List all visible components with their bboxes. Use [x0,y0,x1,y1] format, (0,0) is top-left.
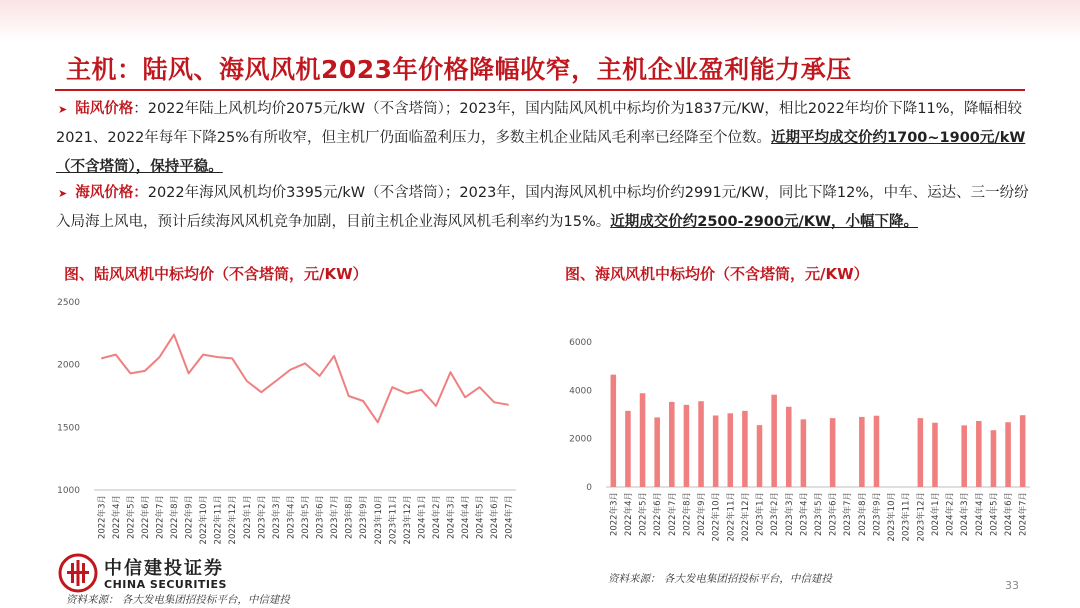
data-bar [727,413,733,487]
arrow-bullet-icon: ➤ [58,103,68,116]
x-tick-label: 2022年12月 [740,492,751,542]
x-tick-label: 2022年9月 [697,492,708,537]
x-tick-label: 2023年4月 [799,492,810,537]
data-bar [742,411,748,487]
x-tick-label: 2022年10月 [199,495,210,545]
x-tick-label: 2022年9月 [184,495,195,540]
x-tick-label: 2023年4月 [286,495,297,540]
data-bar [874,416,880,487]
page-number: 33 [1005,579,1019,592]
header-band [0,0,1080,42]
x-tick-label: 2024年4月 [974,492,985,537]
x-tick-label: 2023年3月 [784,492,795,537]
x-tick-label: 2022年6月 [653,492,664,537]
x-tick-label: 2023年8月 [857,492,868,537]
x-tick-label: 2023年5月 [814,492,824,537]
data-bar [961,425,967,487]
onshore-line-chart [40,290,530,560]
logo-cn-name: 中信建投证券 [104,558,224,579]
data-bar [1005,422,1011,487]
china-securities-logo-icon [58,553,98,593]
x-tick-label: 2022年6月 [140,495,151,540]
x-tick-label: 2023年6月 [315,495,326,540]
data-bar [991,430,997,487]
data-bar [771,395,777,487]
x-tick-label: 2024年7月 [1018,492,1029,537]
data-bar [625,411,631,487]
logo-en-name: CHINA SECURITIES [104,578,227,591]
x-tick-label: 2023年12月 [916,492,927,542]
x-tick-label: 2022年11月 [213,495,224,545]
x-tick-label: 2023年5月 [301,495,311,540]
x-tick-label: 2022年8月 [682,492,693,537]
x-tick-label: 2023年6月 [828,492,839,537]
series-line [101,335,508,423]
data-bar [684,405,690,487]
x-tick-label: 2022年4月 [623,492,634,537]
x-tick-label: 2024年2月 [431,495,442,540]
x-tick-label: 2024年5月 [475,495,486,540]
x-tick-label: 2024年3月 [960,492,971,537]
title-divider [55,89,1025,91]
data-bar [932,423,938,487]
x-tick-label: 2022年7月 [155,495,166,540]
bullet-label: 陆风价格 [75,101,134,117]
data-bar [698,401,704,487]
y-tick-label: 0 [586,483,592,493]
offshore-bar-chart [560,330,1040,560]
source-note-right: 资料来源： 各大发电集团招投标平台，中信建投 [608,573,832,585]
data-bar [640,393,646,487]
x-tick-label: 2022年3月 [97,495,108,540]
data-bar [757,425,763,487]
bullet-emphasis: 近期平均成交价约1700~1900元/kW（不含塔筒），保持平稳。 [56,130,1026,175]
x-tick-label: 2023年11月 [388,495,399,545]
data-bar [1020,415,1026,487]
bullet-text: 2022年陆上风机均价2075元/kW（不含塔筒）；2023年，国内陆风风机中标均价为1837元/KW，相比2022年均价下降11%，降幅相较2021、2022年每年下降25%有所收窄，但主机厂仍面临盈利压力，多数主机企业陆风毛利率已经降至个位数。 [56,101,1023,146]
x-tick-label: 2024年5月 [989,492,1000,537]
x-tick-label: 2022年7月 [667,492,678,537]
y-tick-label: 2000 [57,360,80,371]
bullet-emphasis: 近期成交价约2500-2900元/KW，小幅下降。 [610,214,918,230]
x-tick-label: 2023年11月 [901,492,912,542]
data-bar [786,407,792,487]
data-bar [654,417,660,487]
x-tick-label: 2022年8月 [170,495,181,540]
y-tick-label: 6000 [569,338,592,348]
x-tick-label: 2023年8月 [344,495,355,540]
x-tick-label: 2023年9月 [359,495,370,540]
source-note-left: 资料来源： 各大发电集团招投标平台，中信建投 [66,594,290,606]
y-tick-label: 1000 [57,486,80,496]
x-tick-label: 2024年3月 [446,495,457,540]
y-tick-label: 2000 [569,434,592,445]
bullet-text: 2022年海风风机均价3395元/kW（不含塔筒）；2023年，国内海风风机中标均价约2991元/KW，同比下降12%，中车、运达、三一纷纷入局海上风电，预计后续海风风机竞争加剧，目前主机企业海风风机毛利率约为15%。 [56,185,1029,230]
chart-title-onshore: 图、陆风风机中标均价（不含塔筒，元/KW） [64,265,368,283]
x-tick-label: 2022年4月 [111,495,122,540]
bullet-offshore [56,179,1031,237]
data-bar [801,419,807,487]
y-tick-label: 4000 [569,386,592,397]
x-tick-label: 2022年11月 [726,492,737,542]
bullet-onshore [56,95,1031,182]
x-tick-label: 2022年10月 [711,492,722,542]
bullet-colon: ： [133,101,148,117]
x-tick-label: 2024年6月 [1004,492,1015,537]
x-tick-label: 2023年10月 [373,495,384,545]
x-tick-label: 2024年4月 [461,495,472,540]
y-tick-label: 2500 [57,298,80,308]
x-tick-label: 2024年6月 [490,495,501,540]
x-tick-label: 2024年1月 [930,492,941,537]
x-tick-label: 2023年12月 [402,495,413,545]
arrow-bullet-icon: ➤ [58,187,68,200]
data-bar [976,421,982,487]
y-tick-label: 1500 [57,423,80,434]
x-tick-label: 2024年2月 [945,492,956,537]
x-tick-label: 2024年1月 [417,495,428,540]
x-tick-label: 2023年3月 [271,495,282,540]
x-tick-label: 2023年1月 [755,492,766,537]
data-bar [713,415,719,487]
x-tick-label: 2022年5月 [126,495,137,540]
x-tick-label: 2022年5月 [638,492,649,537]
x-tick-label: 2023年7月 [843,492,854,537]
x-tick-label: 2023年2月 [770,492,781,537]
x-tick-label: 2023年10月 [887,492,898,542]
x-tick-label: 2023年2月 [257,495,268,540]
x-tick-label: 2024年7月 [504,494,515,540]
x-tick-label: 2022年12月 [228,495,239,545]
data-bar [918,418,924,487]
x-tick-label: 2023年7月 [330,495,341,540]
bullet-label: 海风价格： [75,185,148,201]
data-bar [859,417,865,487]
data-bar [611,375,617,487]
page-title: 主机：陆风、海风风机2023年价格降幅收窄，主机企业盈利能力承压 [66,55,852,84]
x-tick-label: 2023年9月 [872,492,883,537]
chart-title-offshore: 图、海风风机中标均价（不含塔筒，元/KW） [565,265,869,283]
data-bar [669,402,675,487]
x-tick-label: 2022年3月 [609,492,620,537]
data-bar [830,418,836,487]
x-tick-label: 2023年1月 [242,495,253,540]
